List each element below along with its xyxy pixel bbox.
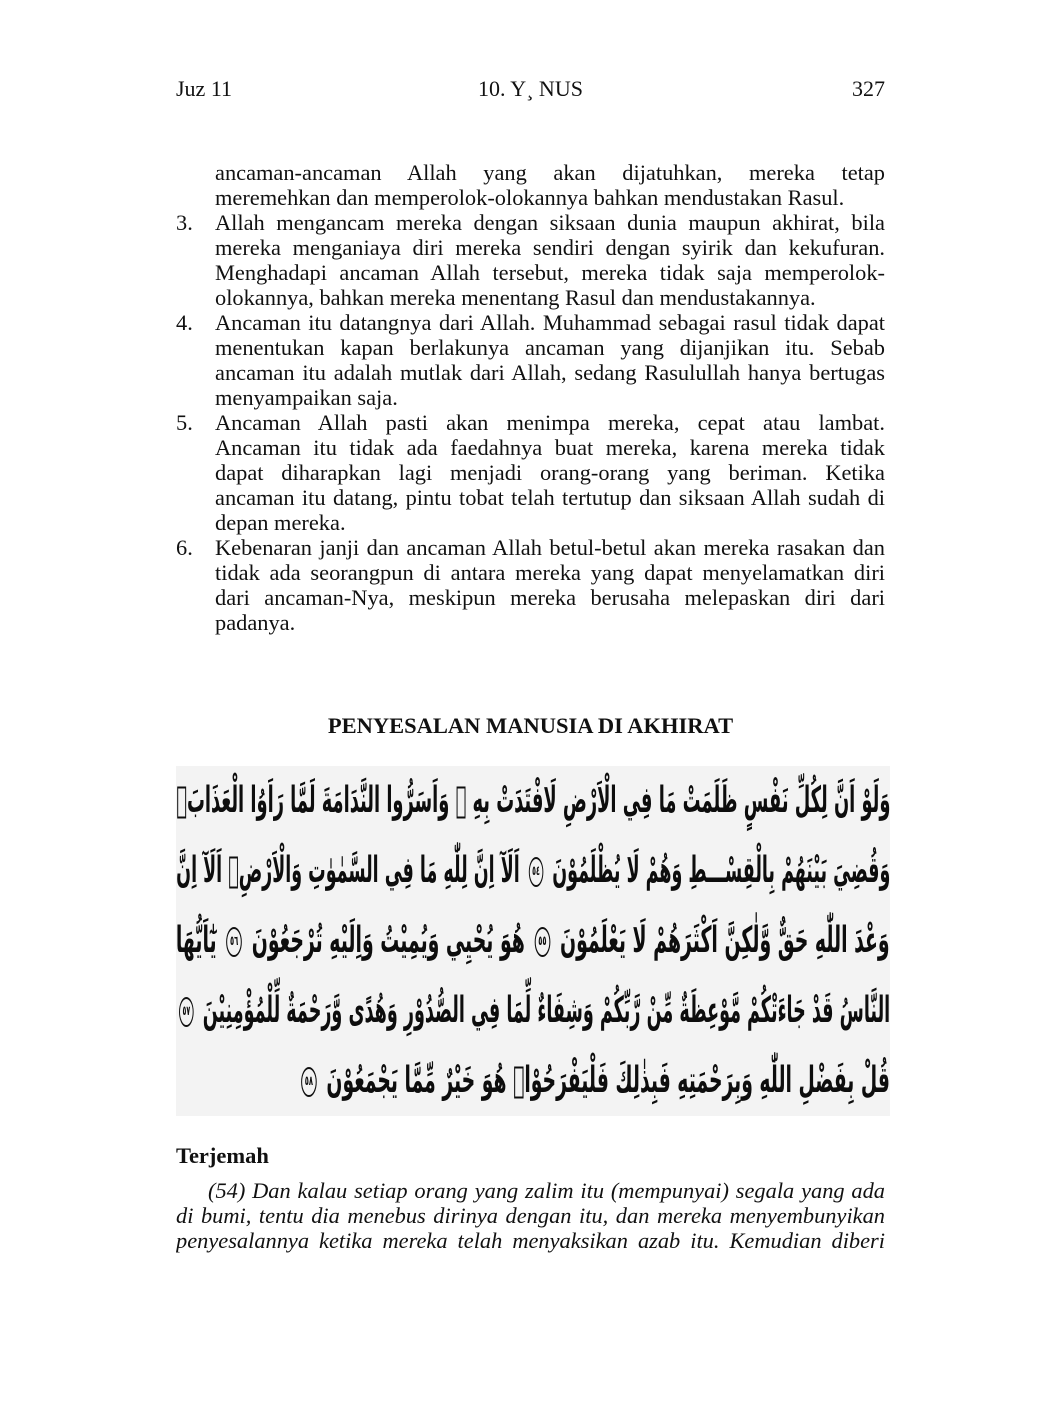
quran-verses-block: [176, 766, 890, 1116]
list-item-continued: [176, 160, 885, 210]
translation-heading: Terjemah: [176, 1143, 269, 1168]
translation-paragraph: [176, 1178, 885, 1253]
text-line: tidak ada seorangpun di antara mereka yang dapat menyelamatkan diri: [215, 560, 885, 585]
header-surah: 10. Y¸ NUS: [478, 76, 583, 101]
arabic-text: النَّاسُ قَدْ جَاءَتْكُمْ مَّوْعِظَةٌ مِّنْ رَّبِّكُمْ وَشِفَاءٌ لِّمَا فِي الصُّدُوْرِ وَهُدًى وَّرَحْمَةٌ لِّلْمُؤْمِنِيْنَ: [202, 990, 890, 1031]
list-item-4: [176, 310, 885, 410]
text-line: depan mereka.: [215, 510, 346, 535]
verse-number-marker: ٥٥: [535, 927, 551, 957]
arabic-text: وَلَوْ اَنَّ لِكُلِّ نَفْسٍ ظَلَمَتْ مَا فِي الْاَرْضِ لَافْتَدَتْ بِهِ ۗ وَاَسَرُّوا النَّدَامَةَ لَمَّا رَاَوُا الْعَذَابَۚ: [176, 780, 890, 821]
arabic-text: قُلْ بِفَضْلِ اللّٰهِ وَبِرَحْمَتِهِ فَبِذٰلِكَ فَلْيَفْرَحُوْاۗ هُوَ خَيْرٌ مِّمَّا يَجْمَعُوْنَ: [326, 1060, 890, 1101]
arabic-text: هُوَ يُحْيِي وَيُمِيْتُ وَاِلَيْهِ تُرْجَعُوْنَ: [252, 920, 526, 961]
text-line: mereka menganiaya diri mereka sendiri dengan syirik dan kekufuran.: [215, 235, 885, 260]
arabic-line-content: [176, 906, 890, 976]
arabic-line-content: [176, 976, 890, 1046]
arabic-line-content: [176, 766, 890, 836]
arabic-text: اَلَآ اِنَّ لِلّٰهِ مَا فِي السَّمٰوٰتِ وَالْاَرْضِۗ اَلَآ اِنَّ: [176, 850, 520, 891]
arabic-line-2: [176, 836, 890, 906]
list-item-3: [176, 210, 885, 310]
text-line: padanya.: [215, 610, 296, 635]
list-item-6: [176, 535, 885, 635]
commentary-list: [176, 160, 885, 635]
verse-number-marker: ٥٤: [528, 857, 543, 887]
arabic-line-5: [298, 1046, 890, 1116]
text-line: olokannya, bahkan mereka menentang Rasul dan mendustakannya.: [215, 285, 816, 310]
header-page-number: 327: [852, 76, 885, 101]
text-line: Allah mengancam mereka dengan siksaan dunia maupun akhirat, bila: [215, 210, 885, 235]
verse-number-marker: ٥٦: [227, 927, 243, 957]
text-line: menentukan kapan berlakunya ancaman yang dijanjikan itu. Sebab: [215, 335, 885, 360]
header-juz: Juz 11: [176, 76, 233, 101]
verse-number-marker: ٥٧: [179, 997, 194, 1027]
running-header: [176, 76, 885, 101]
translation-line: di bumi, tentu dia menebus dirinya dengan itu, dan mereka menyembunyikan: [176, 1203, 885, 1228]
text-line: Kebenaran janji dan ancaman Allah betul-betul akan mereka rasakan dan: [215, 535, 885, 560]
translation-line: (54) Dan kalau setiap orang yang zalim itu (mempunyai) segala yang ada: [208, 1178, 885, 1203]
text-line: meremehkan dan memperolok-olokannya bahkan mendustakan Rasul.: [215, 185, 845, 210]
text-line: dapat diharapkan lagi menjadi orang-orang yang beriman. Ketika: [215, 460, 885, 485]
arabic-line-3: [176, 906, 890, 976]
text-line: ancaman-ancaman Allah yang akan dijatuhkan, mereka tetap: [215, 160, 885, 185]
text-line: ancaman itu datang, pintu tobat telah tertutup dan siksaan Allah sudah di: [215, 485, 885, 510]
text-line: Ancaman itu datangnya dari Allah. Muhammad sebagai rasul tidak dapat: [215, 310, 885, 335]
list-number: 5.: [176, 410, 193, 435]
text-line: menyampaikan saja.: [215, 385, 398, 410]
arabic-text: وَقُضِيَ بَيْنَهُمْ بِالْقِسْـــطِ وَهُمْ لَا يُظْلَمُوْنَ: [551, 850, 890, 891]
text-line: Menghadapi ancaman Allah tersebut, mereka tidak saja memperolok-: [215, 260, 885, 285]
text-line: Ancaman itu tidak ada faedahnya buat mereka, karena mereka tidak: [215, 435, 885, 460]
arabic-text: يٰٓاَيُّهَا: [176, 920, 217, 961]
list-item-5: [176, 410, 885, 535]
text-line: dari ancaman-Nya, meskipun mereka berusaha melepaskan diri dari: [215, 585, 885, 610]
text-line: ancaman itu adalah mutlak dari Allah, sedang Rasulullah hanya bertugas: [215, 360, 885, 385]
verse-number-marker: ٥٨: [301, 1067, 317, 1097]
list-number: 3.: [176, 210, 193, 235]
text-line: Ancaman Allah pasti akan menimpa mereka, cepat atau lambat.: [215, 410, 885, 435]
list-number: 6.: [176, 535, 193, 560]
arabic-line-content: [176, 836, 890, 906]
arabic-text: وَعْدَ اللّٰهِ حَقٌّ وَّلٰكِنَّ اَكْثَرَهُمْ لَا يَعْلَمُوْنَ: [560, 920, 890, 961]
list-number: 4.: [176, 310, 193, 335]
section-title: PENYESALAN MANUSIA DI AKHIRAT: [327, 713, 734, 738]
arabic-line-4: [176, 976, 890, 1046]
arabic-line-1: [176, 766, 890, 836]
arabic-line-content: [298, 1046, 890, 1116]
translation-line: penyesalannya ketika mereka telah menyaksikan azab itu. Kemudian diberi: [176, 1228, 885, 1253]
